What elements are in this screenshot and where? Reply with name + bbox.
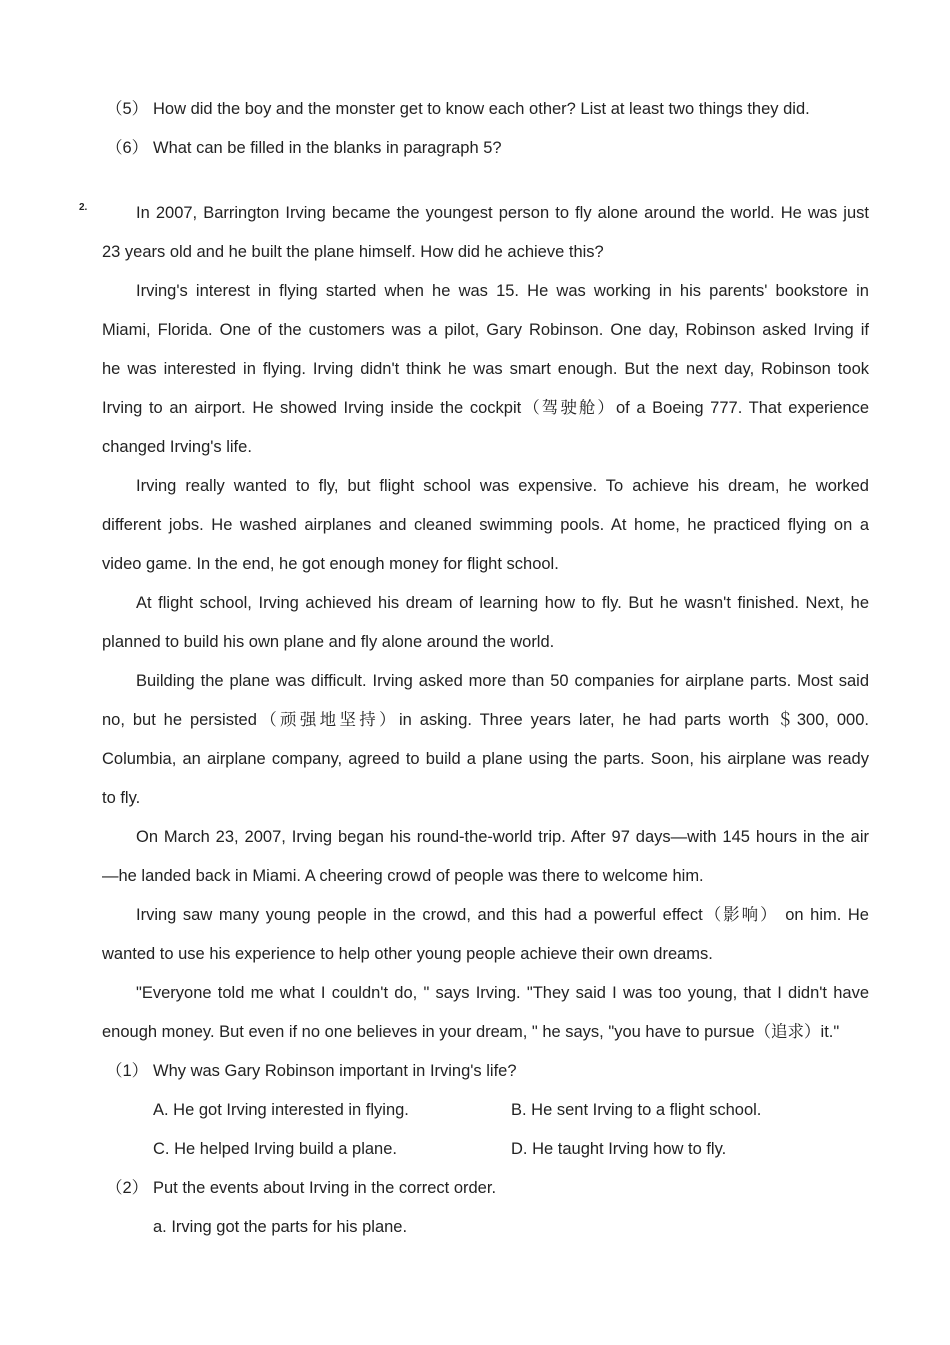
passage-line: Irving saw many young people in the crowd, and this had a powerful effect（影响） on him. He <box>136 906 869 924</box>
question-number: （1） <box>106 1062 149 1080</box>
option-d: D. He taught Irving how to fly. <box>511 1140 727 1158</box>
passage-line: Irving's interest in flying started when he was 15. He was working in his parents' bookstore in <box>136 282 869 300</box>
passage-line: At flight school, Irving achieved his dream of learning how to fly. But he wasn't finished. Next, he <box>136 594 869 612</box>
passage-line: Irving really wanted to fly, but flight school was expensive. To achieve his dream, he worked <box>136 477 869 495</box>
passage-line: In 2007, Barrington Irving became the youngest person to fly alone around the world. He was just <box>136 204 869 222</box>
event-item: a. Irving got the parts for his plane. <box>153 1218 408 1236</box>
passage-line: to fly. <box>102 789 141 807</box>
question-text: How did the boy and the monster get to know each other? List at least two things they did. <box>153 100 810 118</box>
passage-line: different jobs. He washed airplanes and cleaned swimming pools. At home, he practiced flying on a <box>102 516 869 534</box>
passage-line: 23 years old and he built the plane himself. How did he achieve this? <box>102 243 604 261</box>
passage-line: changed Irving's life. <box>102 438 252 456</box>
passage-line: planned to build his own plane and fly alone around the world. <box>102 633 555 651</box>
passage-line: wanted to use his experience to help other young people achieve their own dreams. <box>102 945 713 963</box>
question-number: （2） <box>106 1179 149 1197</box>
question-text: What can be filled in the blanks in paragraph 5? <box>153 139 502 157</box>
passage-line: no, but he persisted（顽强地坚持）in asking. Three years later, he had parts worth ＄300, 000. <box>102 711 869 729</box>
passage-line: Irving to an airport. He showed Irving inside the cockpit（驾驶舱）of a Boeing 777. That experience <box>102 399 869 417</box>
passage-line: —he landed back in Miami. A cheering crowd of people was there to welcome him. <box>102 867 704 885</box>
passage-line: "Everyone told me what I couldn't do, " says Irving. "They said I was too young, that I didn't have <box>136 984 869 1002</box>
question-text: Put the events about Irving in the correct order. <box>153 1179 497 1197</box>
question-number: （5） <box>106 100 149 118</box>
option-b: B. He sent Irving to a flight school. <box>511 1101 762 1119</box>
passage-line: he was interested in flying. Irving didn't think he was smart enough. But the next day, Robinson took <box>102 360 869 378</box>
passage-line: video game. In the end, he got enough money for flight school. <box>102 555 559 573</box>
passage-line: enough money. But even if no one believes in your dream, " he says, "you have to pursue（追求）it." <box>102 1023 840 1041</box>
question-number: （6） <box>106 139 149 157</box>
passage-line: Building the plane was difficult. Irving asked more than 50 companies for airplane parts. Most said <box>136 672 869 690</box>
passage-line: Miami, Florida. One of the customers was a pilot, Gary Robinson. One day, Robinson asked Irving if <box>102 321 869 339</box>
option-a: A. He got Irving interested in flying. <box>153 1101 409 1119</box>
question-label: 2. <box>79 202 88 213</box>
passage-line: On March 23, 2007, Irving began his round-the-world trip. After 97 days—with 145 hours in the air <box>136 828 869 846</box>
passage-line: Columbia, an airplane company, agreed to build a plane using the parts. Soon, his airplane was ready <box>102 750 869 768</box>
question-text: Why was Gary Robinson important in Irving's life? <box>153 1062 517 1080</box>
option-c: C. He helped Irving build a plane. <box>153 1140 397 1158</box>
